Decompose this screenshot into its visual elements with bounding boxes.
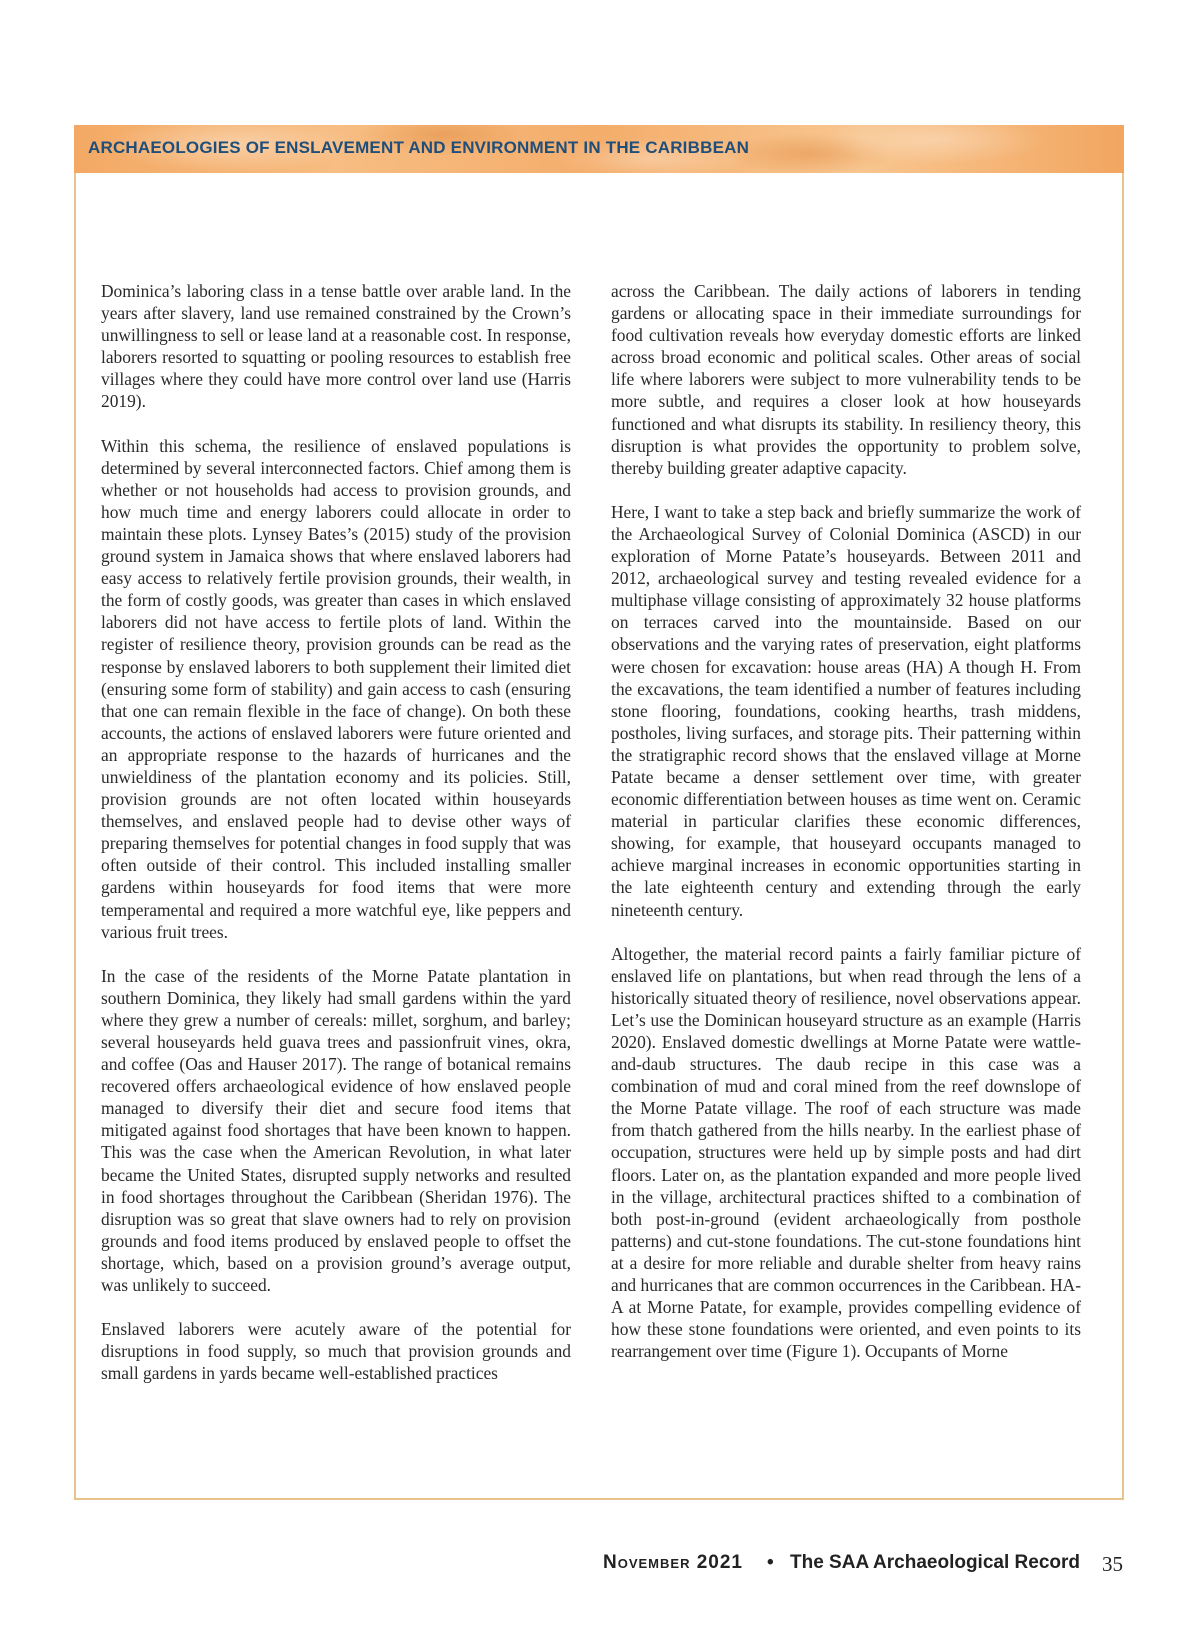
page-footer [0,1552,1200,1582]
paragraph: across the Caribbean. The daily actions of laborers in tending gardens or allocating space in their immediate surroundings for food cultivation reveals how everyday domestic efforts are linked across broad economic and political scales. Other areas of social life where laborers were subject to more vulnerability tends to be more subtle, and requires a closer look at how houseyards functioned and what disrupts its stability. In resiliency theory, this disruption is what provides the opportunity to problem solve, thereby building greater adaptive capacity. [611,281,1081,478]
paragraph: Altogether, the material record paints a fairly familiar picture of enslaved life on plantations, but when read through the lens of a historically situated theory of resilience, novel observations appear. Let’s use the Dominican houseyard structure as an example (Harris 2020). Enslaved domestic dwellings at Morne Patate were wattle-and-daub structures. The daub recipe in this case was a combination of mud and coral mined from the reef downslope of the Morne Patate village. The roof of each structure was made from thatch gathered from the hills nearby. In the earliest phase of occupation, structures were held up by simple posts and had dirt floors. Later on, as the plantation expanded and more people lived in the village, architectural practices shifted to a combination of both post-in-ground (evident archaeologically from posthole patterns) and cut-stone foundations. The cut-stone foundations hint at a desire for more reliable and durable shelter from heavy rains and hurricanes that are common occurrences in the Caribbean. HA-A at Morne Patate, for example, provides compelling evidence of how these stone foundations were oriented, and even points to its rearrangement over time (Figure 1). Occupants of Morne [611,943,1081,1362]
right-column [611,280,1081,1384]
paragraph: In the case of the residents of the Morne Patate plantation in southern Dominica, they likely had small gardens within the yard where they grew a number of cereals: millet, sorghum, and barley; several houseyards held guava trees and passionfruit vines, okra, and coffee (Oas and Hauser 2017). The range of botanical remains recovered offers archaeological evidence of how enslaved people managed to diversify their diet and secure food items that mitigated against food shortages that have been known to happen. This was the case when the American Revolution, in what later became the United States, disrupted supply networks and resulted in food shortages throughout the Caribbean (Sheridan 1976). The disruption was so great that slave owners had to rely on provision grounds and food items produced by enslaved people to offset the shortage, which, based on a provision ground’s average output, was unlikely to succeed. [101,965,571,1296]
publication-title: The SAA Archaeological Record [790,1552,1080,1573]
paragraph: Dominica’s laboring class in a tense battle over arable land. In the years after slavery, land use remained constrained by the Crown’s unwillingness to sell or lease land at a reasonable cost. In response, laborers resorted to squatting or pooling resources to establish free villages where they could have more control over land use (Harris 2019). [101,281,571,412]
paragraph: Enslaved laborers were acutely aware of the potential for disruptions in food supply, so much that provision grounds and small gardens in yards became well-established practices [101,1319,571,1384]
page-number: 35 [1102,1552,1123,1576]
section-banner [74,125,1124,173]
paragraph: Within this schema, the resilience of enslaved populations is determined by several interconnected factors. Chief among them is whether or not households had access to provision grounds, and how much time and energy laborers could allocate in order to maintain these plots. Lynsey Bates’s (2015) study of the provision ground system in Jamaica shows that where enslaved laborers had easy access to relatively fertile provision grounds, their wealth, in the form of costly goods, was greater than cases in which enslaved laborers did not have access to fertile plots of land. Within the register of resilience theory, provision grounds can be read as the response by enslaved laborers to both supplement their limited diet (ensuring some form of stability) and gain access to cash (ensuring that one can remain flexible in the face of change). On both these accounts, the actions of enslaved laborers were future oriented and an appropriate response to the hazards of hurricanes and the unwieldiness of the plantation economy and its policies. Still, provision grounds are not often located within houseyards themselves, and enslaved people had to devise other ways of preparing themselves for potential changes in food supply that was often outside of their control. This included installing smaller gardens within houseyards for food items that were more temperamental and required a more watchful eye, like peppers and various fruit trees. [101,435,571,942]
banner-title: ARCHAEOLOGIES OF ENSLAVEMENT AND ENVIRONMENT IN THE CARIBBEAN [88,138,750,157]
paragraph: Here, I want to take a step back and briefly summarize the work of the Archaeological Survey of Colonial Dominica (ASCD) in our exploration of Morne Patate’s houseyards. Between 2011 and 2012, archaeological survey and testing revealed evidence for a multiphase village consisting of approximately 32 house platforms on terraces carved into the mountainside. Based on our observations and the varying rates of preservation, eight platforms were chosen for excavation: house areas (HA) A though H. From the excavations, the team identified a number of features including stone flooring, foundations, cooking hearths, trash middens, postholes, living surfaces, and storage pits. Their patterning within the stratigraphic record shows that the enslaved village at Morne Patate became a denser settlement over time, with greater economic differentiation between houses as time went on. Ceramic material in particular clarifies these economic differences, showing, for example, that houseyard occupants managed to achieve marginal increases in economic opportunities starting in the late eighteenth century and extending through the early nineteenth century. [611,501,1081,920]
issue-date: November 2021 [603,1552,743,1573]
left-column [101,280,571,1406]
footer-separator: • [767,1552,774,1573]
